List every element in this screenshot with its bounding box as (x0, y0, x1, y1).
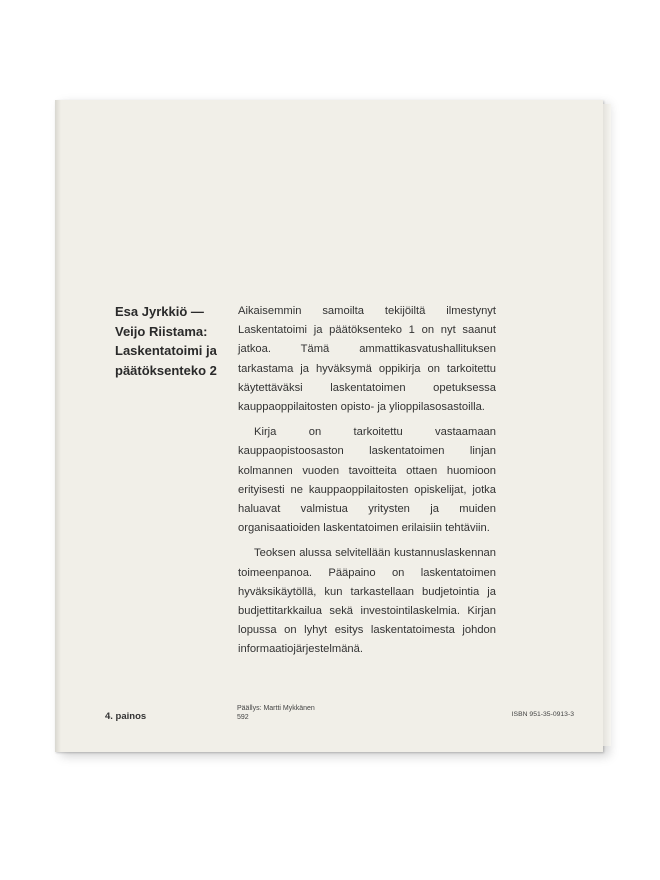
edition-label: 4. painos (105, 711, 147, 722)
title-line-1: Laskentatoimi ja (115, 343, 217, 358)
author-line-1: Esa Jyrkkiö — (115, 304, 204, 319)
blurb-paragraph-3: Teoksen alussa selvitellään kustannuslaskennan toimeenpanoa. Pääpaino on laskentatoimen hyväksikäytöllä, kun tarkastellaan budjetointia ja budjettitarkkailua sekä investointilaskelmia. Kirjan lopussa on lyhyt esitys laskentatoimesta johdon informaatiojärjestelmänä. (238, 547, 496, 656)
title-line-2: päätöksenteko 2 (115, 362, 217, 378)
blurb-paragraph-1: Aikaisemmin samoilta tekijöiltä ilmestynyt Laskentatoimi ja päätöksenteko 1 on nyt saanut jatkoa. Tämä ammattikasvatushallituksen tarkastama ja hyväksymä oppikirja on tarkoitettu käytettäväksi laskentatoimen opetuksessa kauppaoppilaitosten opisto- ja ylioppilasosastoilla. (238, 305, 496, 414)
blurb-paragraph-2: Kirja on tarkoitettu vastaamaan kauppaopistoosaston laskentatoimen linjan kolmannen vuoden tavoitteita ottaen huomioon erityisesti ne kauppaoppilaitosten opiskelijat, jotka haluavat valmistua yritysten ja muiden organisaatioiden laskentatoimen erilaisiin tehtäviin. (238, 426, 496, 535)
author-line-2: Veijo Riistama: (115, 323, 208, 339)
isbn-label: ISBN 951-35-0913-3 (511, 711, 574, 718)
book-back-cover (55, 100, 603, 752)
blurb (238, 302, 496, 666)
cover-credit: Päällys: Martti Mykkänen (237, 705, 315, 712)
spine-shadow (55, 100, 61, 752)
print-code: 592 (237, 714, 249, 721)
credits-block (237, 704, 315, 722)
page-edge (603, 104, 611, 746)
